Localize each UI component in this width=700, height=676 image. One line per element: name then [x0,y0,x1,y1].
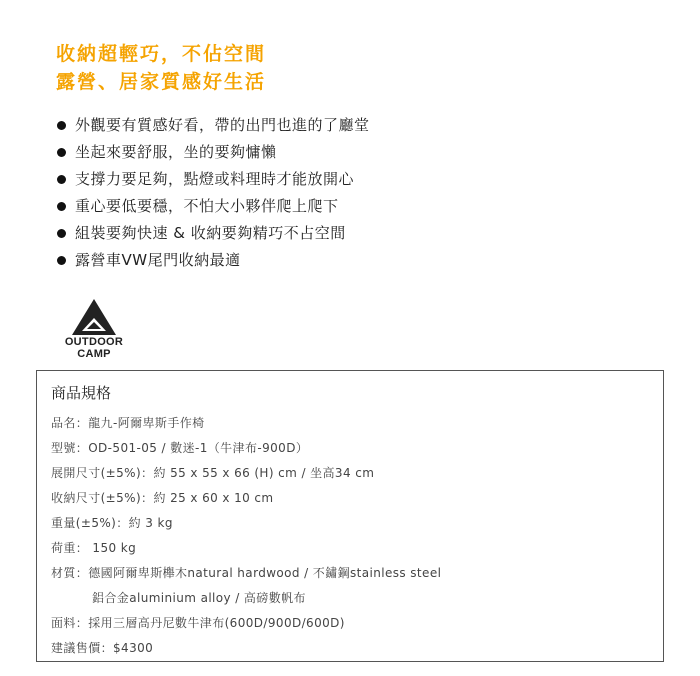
feature-item [56,195,370,222]
bullet-icon [57,148,66,157]
feature-list [56,114,370,276]
logo-text-line-2: CAMP [77,348,111,360]
spec-row-material-continued: 鋁合金aluminium alloy / 高磅數帆布 [92,591,306,605]
spec-row-weight: 重量(±5%)：約 3 kg [51,516,173,530]
spec-title: 商品規格 [51,384,112,402]
spec-box [36,370,664,662]
feature-text: 支撐力要足夠，點燈或料理時才能放開心 [75,170,355,188]
spec-row-name: 品名：龍九-阿爾卑斯手作椅 [51,416,205,430]
feature-item [56,114,370,141]
spec-row-material: 材質：德國阿爾卑斯櫸木natural hardwood / 不鏽鋼stainless steel [51,566,442,580]
spec-row-packed-size: 收納尺寸(±5%)：約 25 x 60 x 10 cm [51,491,274,505]
feature-text: 坐起來要舒服，坐的要夠慵懶 [75,143,277,161]
spec-row-fabric: 面料：採用三層高丹尼數牛津布(600D/900D/600D) [51,616,345,630]
bullet-icon [57,121,66,130]
bullet-icon [57,202,66,211]
bullet-icon [57,256,66,265]
logo-text-line-1: OUTDOOR [64,336,124,348]
spec-list [51,411,441,661]
feature-text: 露營車VW尾門收納最適 [75,251,241,269]
triangle-logo-icon [48,296,140,338]
spec-row-model: 型號：OD-501-05 / 數迷-1（牛津布-900D） [51,441,309,455]
headline-line-2: 露營、居家質感好生活 [56,71,267,93]
feature-text: 外觀要有質感好看，帶的出門也進的了廳堂 [75,116,370,134]
bullet-icon [57,175,66,184]
headline [56,40,266,96]
spec-row-open-size: 展開尺寸(±5%)：約 55 x 55 x 66 (H) cm / 坐高34 cm [51,466,375,480]
feature-text: 組裝要夠快速 & 收納要夠精巧不占空間 [75,224,346,242]
feature-item [56,222,370,249]
feature-item [56,141,370,168]
headline-line-1: 收納超輕巧，不佔空間 [56,43,267,65]
outdoor-camp-logo [48,296,140,364]
feature-text: 重心要低要穩，不怕大小夥伴爬上爬下 [75,197,339,215]
spec-row-load: 荷重： 150 kg [51,541,137,555]
feature-item [56,168,370,195]
bullet-icon [57,229,66,238]
feature-item [56,249,370,276]
spec-row-price: 建議售價：$4300 [51,641,154,655]
